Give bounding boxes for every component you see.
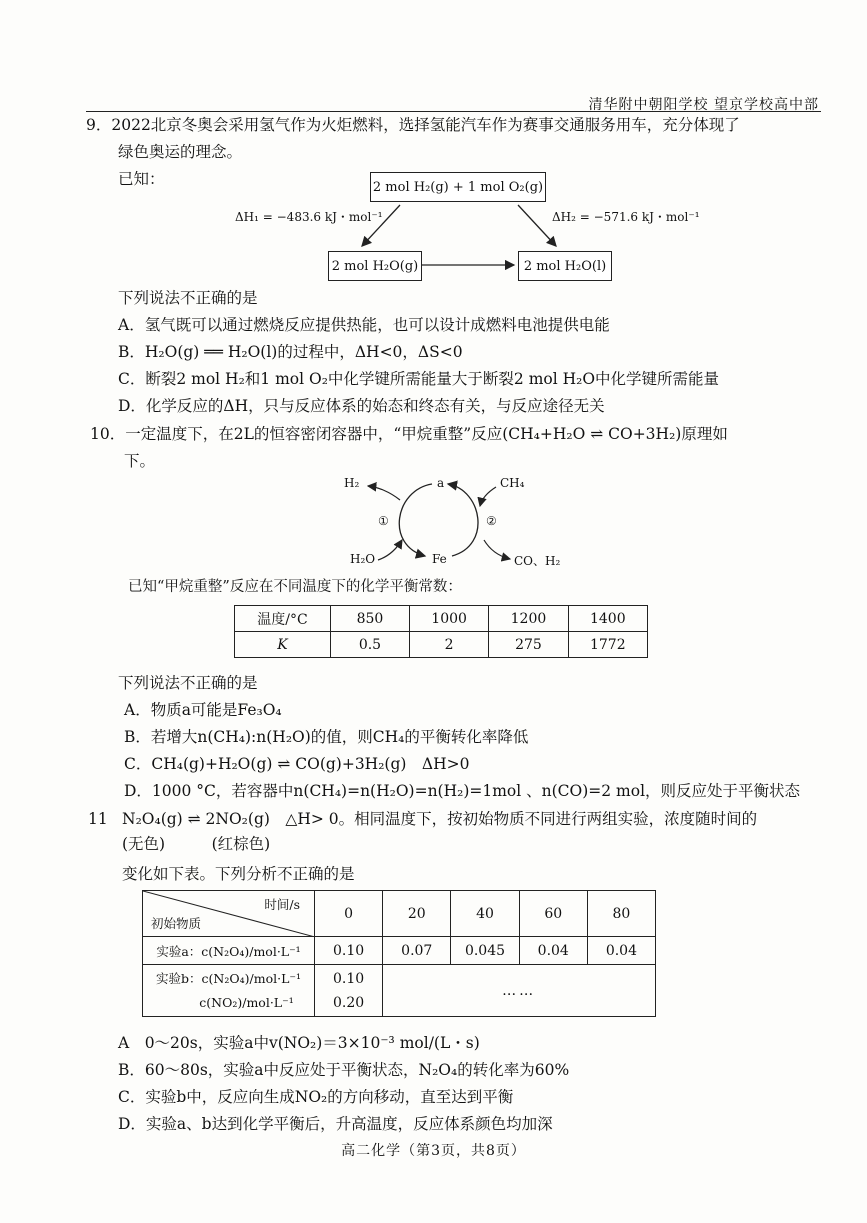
q10-prompt: 下列说法不正确的是 xyxy=(118,674,258,692)
time-cell: 60 xyxy=(519,891,587,937)
cycle-a: a xyxy=(437,476,445,490)
temp-header: 温度/°C xyxy=(235,606,331,632)
cycle-step1: ① xyxy=(378,514,389,528)
q9-option-b: B．H₂O(g) ══ H₂O(l)的过程中，ΔH<0，ΔS<0 xyxy=(118,343,463,361)
cycle-fe: Fe xyxy=(432,552,447,566)
k-cell: 1772 xyxy=(568,632,647,658)
k-cell: 0.5 xyxy=(330,632,409,658)
q11-stem-line2: 变化如下表。下列分析不正确的是 xyxy=(122,865,355,883)
q9-stem-line1: 9．2022北京冬奥会采用氢气作为火炬燃料，选择氢能汽车作为赛事交通服务用车，充分体现了 xyxy=(86,116,740,134)
q11-option-c: C．实验b中，反应向生成NO₂的方向移动，直至达到平衡 xyxy=(118,1088,514,1106)
diagram-right-text: 2 mol H₂O(l) xyxy=(523,258,607,274)
page-footer: 高二化学（第3页，共8页） xyxy=(341,1143,526,1159)
cycle-h2o: H₂O xyxy=(350,552,376,566)
temp-cell: 1400 xyxy=(568,606,647,632)
cycle-arc-right xyxy=(448,484,478,556)
cycle-co-h2: CO、H₂ xyxy=(514,554,561,568)
q11-option-b: B．60～80s，实验a中反应处于平衡状态，N₂O₄的转化率为60% xyxy=(118,1061,570,1079)
k-cell: 275 xyxy=(489,632,568,658)
temp-cell: 1000 xyxy=(409,606,488,632)
cycle-step2: ② xyxy=(486,514,497,528)
arrow-out-h2 xyxy=(368,486,400,500)
k-cell: 2 xyxy=(409,632,488,658)
q11-number: 11 xyxy=(88,810,108,828)
corner-time-label: 时间/s xyxy=(264,897,301,912)
q10-stem-line1: 10．一定温度下，在2L的恒容密闭容器中，“甲烷重整”反应(CH₄+H₂O ⇌ CO+3H₂)原理如 xyxy=(90,425,728,443)
q9-stem-line2: 绿色奥运的理念。 xyxy=(118,143,243,161)
exp-a-cell: 0.04 xyxy=(587,937,655,965)
q11-stem-line1: N₂O₄(g) ⇌ 2NO₂(g) △H> 0。相同温度下，按初始物质不同进行两组实验，浓度随时间的 xyxy=(122,810,758,828)
equilibrium-constant-table xyxy=(234,605,648,658)
time-cell: 80 xyxy=(587,891,655,937)
time-cell: 40 xyxy=(451,891,519,937)
exp-b-no2-value: 0.20 xyxy=(333,994,365,1011)
exp-a-label: 实验a：c(N₂O₄)/mol·L⁻¹ xyxy=(143,937,315,965)
exp-a-cell: 0.07 xyxy=(383,937,451,965)
temp-cell: 1200 xyxy=(489,606,568,632)
exp-a-cell: 0.10 xyxy=(315,937,383,965)
q9-option-d: D．化学反应的ΔH，只与反应体系的始态和终态有关，与反应途径无关 xyxy=(118,397,605,415)
exp-b-ellipsis: …… xyxy=(383,965,656,1017)
q11-option-a: A 0～20s，实验a中v(NO₂)＝3×10⁻³ mol/(L・s) xyxy=(118,1034,480,1052)
reforming-cycle-arrows xyxy=(0,0,867,600)
temp-cell: 850 xyxy=(330,606,409,632)
q10-stem-line2: 下。 xyxy=(124,452,156,470)
q9-option-a: A．氢气既可以通过燃烧反应提供热能，也可以设计成燃料电池提供电能 xyxy=(118,316,610,334)
exp-b-n2o4-value: 0.10 xyxy=(333,970,365,987)
exp-b-label-line2: c(NO₂)/mol·L⁻¹ xyxy=(199,994,294,1010)
delta-h1-label: ΔH₁ = −483.6 kJ・mol⁻¹ xyxy=(235,210,383,224)
arrow-in-h2o xyxy=(378,540,402,560)
exp-b-initial xyxy=(315,965,383,1017)
q11-option-d: D．实验a、b达到化学平衡后，升高温度，反应体系颜色均加深 xyxy=(118,1115,553,1133)
q10-option-a: A．物质a可能是Fe₃O₄ xyxy=(124,701,282,719)
delta-h2-label: ΔH₂ = −571.6 kJ・mol⁻¹ xyxy=(552,210,700,224)
cycle-ch4: CH₄ xyxy=(500,476,525,490)
q10-known: 已知“甲烷重整”反应在不同温度下的化学平衡常数： xyxy=(128,579,462,595)
q9-known-label: 已知： xyxy=(118,170,165,188)
q10-option-c: C．CH₄(g)+H₂O(g) ⇌ CO(g)+3H₂(g) ΔH>0 xyxy=(124,755,470,773)
time-cell: 0 xyxy=(315,891,383,937)
exp-b-label-line1: 实验b：c(N₂O₄)/mol·L⁻¹ xyxy=(156,970,301,986)
corner-initial-label: 初始物质 xyxy=(151,916,202,931)
exp-a-cell: 0.04 xyxy=(519,937,587,965)
q9-option-c: C．断裂2 mol H₂和1 mol O₂中化学键所需能量大于断裂2 mol H₂O中化学键所需能量 xyxy=(118,370,720,388)
diagram-top-text: 2 mol H₂(g) + 1 mol O₂(g) xyxy=(372,179,544,195)
cycle-arc-left xyxy=(399,484,432,556)
school-header: 清华附中朝阳学校 望京学校高中部 xyxy=(588,97,819,113)
cycle-h2: H₂ xyxy=(344,476,360,490)
q9-prompt: 下列说法不正确的是 xyxy=(118,289,258,307)
corner-cell xyxy=(143,891,315,937)
exp-a-cell: 0.045 xyxy=(451,937,519,965)
diagram-left-text: 2 mol H₂O(g) xyxy=(331,258,419,274)
k-header: K xyxy=(235,632,331,658)
arrow-out-co xyxy=(484,540,510,559)
time-cell: 20 xyxy=(383,891,451,937)
concentration-table xyxy=(142,890,656,1017)
q10-option-b: B．若增大n(CH₄):n(H₂O)的值，则CH₄的平衡转化率降低 xyxy=(124,728,529,746)
q11-colors: (无色) (红棕色) xyxy=(122,835,271,853)
exp-b-label xyxy=(143,965,315,1017)
q10-option-d: D．1000 °C，若容器中n(CH₄)=n(H₂O)=n(H₂)=1mol 、n(CO)=2 mol，则反应处于平衡状态 xyxy=(124,782,801,800)
arrow-in-ch4 xyxy=(480,487,496,506)
